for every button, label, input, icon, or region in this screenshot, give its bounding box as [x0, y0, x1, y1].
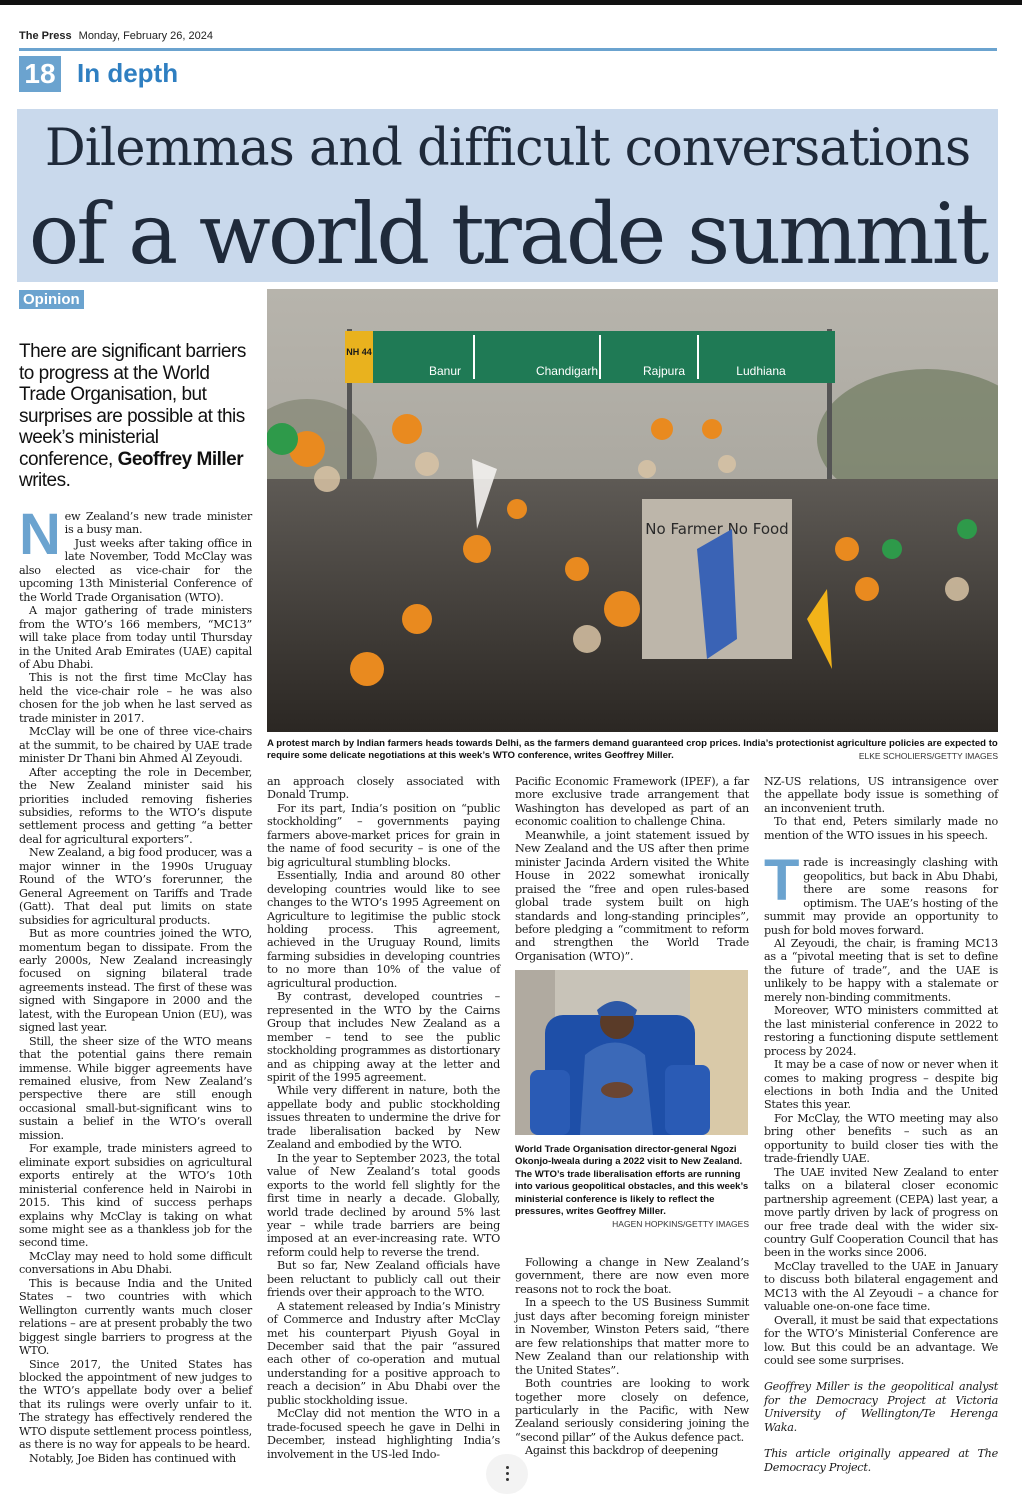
paragraph: While very different in nature, both the appellate body and public stockholding issues threaten to undermine the drive for trade liberalisation backed by New Zealand and embodied by the WTO.: [267, 1084, 500, 1152]
paragraph: In a speech to the US Business Summit just days after becoming foreign minister in November, Winston Peters said, “there are few relationships that matter more to New Zealand than our relationship with the United States”.: [515, 1296, 749, 1377]
route-label: NH 44: [346, 347, 372, 357]
paragraph: For example, trade ministers agreed to eliminate export subsidies on agricultural exports entirely at the WTO’s 10th ministerial conference held in Nairobi in 2015. This kind of success perhaps explains why McClay is taking on what some might see as a thankless job for the second time.: [19, 1142, 252, 1250]
paragraph: The UAE invited New Zealand to enter talks on a bilateral closer economic partnership agreement (CEPA) last year, a move partly driven by lack of progress on our free trade deal with the wider six-country Gulf Cooperation Council that has been in the works since 2006.: [764, 1165, 998, 1260]
paragraph: New Zealand, a big food producer, was a major winner in the 1990s Uruguay Round of the WTO’s forerunner, the General Agreement on Tariffs and Trade (Gatt). That deal put limits on state subsidies for agricultural products.: [19, 846, 252, 927]
header-rule: [19, 48, 997, 51]
standfirst-author: Geoffrey Miller: [117, 448, 244, 470]
drop-cap: N: [19, 502, 61, 567]
paragraph: After accepting the role in December, the New Zealand minister said his priorities included removing fisheries subsidies, reforms to the WTO’s dispute settlement process and getting “a better deal for agricultural exporters”.: [19, 765, 252, 846]
paragraph: Moreover, WTO ministers committed at the last ministerial conference in 2022 to restoring a functioning dispute settlement process by 2024.: [764, 1004, 998, 1058]
issue-date: Monday, February 26, 2024: [78, 30, 213, 42]
paragraph: Meanwhile, a joint statement issued by New Zealand and the US after then prime minister Jacinda Ardern visited the White House in 2022 somewhat ironically praised the “free and open rules-based global trade system built on high standards and long-standing principles”, before pledging a “commitment to reform and strengthen the World Trade Organisation (WTO)”.: [515, 828, 749, 963]
paragraph: Both countries are looking to work together more closely on defence, particularly in the Pacific, with New Zealand seriously considering joining the “second pillar” of the Aukus defence pact.: [515, 1377, 749, 1444]
paragraph: McClay travelled to the UAE in January to discuss both bilateral engagement and MC13 with the Al Zeyoudi – a chance for valuable one-on-one face time.: [764, 1259, 998, 1314]
section-break: [764, 842, 998, 856]
opinion-label: Opinion: [19, 290, 84, 309]
paragraph: Overall, it must be said that expectations for the WTO’s Ministerial Conference are low. But this could be an advantage. We could see some surprises.: [764, 1313, 998, 1368]
paragraph: ew Zealand’s new trade minister is a busy man.: [64, 510, 252, 537]
paragraph: For its part, India’s position on “public stockholding” – governments paying farmers above-market prices for grain in the name of food security – is one of the big agricultural stumbling blocks.: [267, 801, 500, 869]
paragraph: Since 2017, the United States has blocked the appointment of new judges to the WTO’s appellate body over a belief that its rulings were overly unfair to it. The strategy has effectively rendered the WTO dispute settlement process pointless, as there is no way for appeals to be heard.: [19, 1357, 252, 1452]
paragraph: McClay will be one of three vice-chairs at the summit, to be chaired by UAE trade minister Dr Thani bin Ahmed Al Zeyoudi.: [19, 725, 252, 766]
paragraph: Following a change in New Zealand’s government, there are now even more reasons not to rock the boat.: [515, 1256, 749, 1296]
section-title: In depth: [77, 58, 179, 88]
paragraph: Al Zeyoudi, the chair, is framing MC13 as a “pivotal meeting that is set to define the future of trade”, and the UAE is unlikely to be happy with a stalemate or merely non-binding commitments.: [764, 936, 998, 1004]
wall-slogan: No Farmer No Food: [645, 520, 789, 538]
body-column-3-bottom: [515, 1256, 749, 1458]
body-column-1: [19, 502, 252, 1465]
paragraph: But so far, New Zealand officials have been reluctant to publicly call out their friends over their approach to the WTO.: [267, 1259, 500, 1300]
paragraph: Pacific Economic Framework (IPEF), a far more exclusive trade arrangement that Washington has developed as part of an economic coalition to challenge China.: [515, 775, 749, 829]
paragraph: NZ-US relations, US intransigence over the appellate body issue is something of an inconvenient truth.: [764, 775, 998, 815]
paragraph: McClay did not mention the WTO in a trade-focused speech he gave in Delhi in December, instead highlighting India’s involvement in the US-led Indo-: [267, 1407, 500, 1461]
paragraph: Against this backdrop of deepening: [525, 1444, 719, 1458]
standfirst: [19, 341, 257, 492]
paragraph: Still, the sheer size of the WTO means that the potential gains there remain immense. While bigger agreements have remained elusive, from New Zealand’s perspective there are still enough occasional small-but-significant wins to sustain a belief in the WTO’s overall mission.: [19, 1034, 252, 1142]
standfirst-text: There are significant barriers to progress at the World Trade Organisation, but surprises are possible at this week’s ministerial conference,: [19, 341, 246, 470]
dot-icon: [506, 1472, 509, 1475]
paragraph: To that end, Peters similarly made no mention of the WTO issues in his speech.: [764, 815, 998, 842]
paragraph: In the year to September 2023, the total value of New Zealand’s total goods exports to the world fell slightly for the first time in nearly a decade. Globally, world trade declined by around 5% last year – while trade barriers are being imposed at an ever-increasing rate. WTO reform could help to reverse the trend.: [267, 1151, 500, 1259]
headline-box: [17, 109, 998, 282]
standfirst-tail: writes.: [19, 470, 71, 491]
sign-ludhiana: Ludhiana: [736, 364, 786, 378]
paragraph: A statement released by India’s Ministry of Commerce and Industry after McClay met his counterpart Piyush Goyal in December said that the pair “assured each other of co-operation and mutual understanding for a positive approach to reach a decision” in Abu Dhabi over the public stockholding issue.: [267, 1299, 500, 1407]
paragraph: A major gathering of trade ministers from the WTO’s 166 members, “MC13” will take place from today until Thursday in the United Arab Emirates (UAE) capital of Abu Dhabi.: [19, 604, 252, 671]
top-border: [0, 0, 1022, 5]
sign-chandigarh: Chandigarh: [535, 364, 599, 378]
dot-icon: [506, 1478, 509, 1481]
drop-cap: T: [764, 848, 800, 914]
dot-icon: [506, 1466, 509, 1469]
photo2-credit: HAGEN HOPKINS/GETTY IMAGES: [612, 1219, 749, 1230]
photo2-caption-text: World Trade Organisation director-general Ngozi Okonjo-Iweala during a 2022 visit to New Zealand. The WTO’s trade liberalisation efforts are running into various geopolitical obstacles, and this week’s ministerial conference is likely to reflect the pressures, writes Geoffrey Miller.: [515, 1144, 749, 1218]
paragraph: McClay may need to hold some difficult conversations in Abu Dhabi.: [19, 1249, 252, 1277]
paragraph: It may be a case of now or never when it comes to making progress – despite big elections in both India and the United States this year.: [764, 1058, 998, 1112]
sign-rajpura: Rajpura: [642, 364, 686, 378]
paragraph: Essentially, India and around 80 other developing countries would like to see changes to the WTO’s 1995 Agreement on Agriculture to legitimise the public stock holding process. This agreement, achieved in the Uruguay Round, limits farming subsidies in developing countries to no more than 10% of the value of agricultural production.: [267, 869, 500, 990]
page-number: 18: [19, 56, 61, 92]
director-general-photo: [515, 970, 748, 1135]
sign-banur: Banur: [428, 364, 462, 378]
paragraph: This is because India and the United States – two countries with which Wellington currently wants much closer relations – are at present probably the two biggest single barriers to progress at the WTO.: [19, 1276, 252, 1358]
paragraph: an approach closely associated with Donald Trump.: [267, 775, 500, 802]
paragraph: But as more countries joined the WTO, momentum began to dissipate. From the early 2000s, New Zealand increasingly focused on signing bilateral trade agreements instead. The first of these was signed with Singapore in 2000 and the latest, with the European Union (EU), was signed last year.: [19, 927, 252, 1035]
body-column-4: [764, 775, 998, 1474]
photo-credit: ELKE SCHOLIERS/GETTY IMAGES: [858, 751, 998, 761]
republish-note: This article originally appeared at The Democracy Project.: [764, 1447, 998, 1474]
paragraph: Notably, Joe Biden has continued with: [29, 1451, 236, 1465]
photo-caption-text: A protest march by Indian farmers heads towards Delhi, as the farmers demand guaranteed crop prices. India’s protectionist agriculture policies are expected to require some delicate negotiations at this week’s WTO conference, writes Geoffrey Miller.: [267, 738, 998, 761]
body-column-2: [267, 775, 500, 1461]
photo-caption: [267, 738, 998, 762]
body-column-3-top: [515, 775, 749, 963]
headline-line-1: Dilemmas and difficult conversations: [44, 119, 971, 178]
paper-name: The Press: [19, 30, 72, 42]
headline-line-2: of a world trade summit: [28, 185, 987, 283]
paragraph: rade is increasingly clashing with geopolitics, but back in Abu Dhabi, there are some reasons for optimism. The UAE’s hosting of the summit may provide an opportunity to push for bold moves forward.: [764, 856, 998, 937]
author-bio: Geoffrey Miller is the geopolitical analyst for the Democracy Project at Victoria University of Wellington/Te Herenga Waka.: [764, 1380, 998, 1434]
paragraph: For McClay, the WTO meeting may also bring other benefits – such as an opportunity to build closer ties with the trade-friendly UAE.: [764, 1111, 998, 1166]
protest-photo: [267, 289, 998, 732]
more-options-button[interactable]: [486, 1454, 528, 1494]
paragraph: This is not the first time McClay has held the vice-chair role – he was also chosen for the job when he last served as trade minister in 2017.: [19, 671, 252, 725]
photo2-caption: [515, 1144, 749, 1231]
paragraph: By contrast, developed countries – represented in the WTO by the Cairns Group that includes New Zealand as a member – tend to see the public stockholding programmes as distortionary and as chipping away at the letter and spirit of the 1995 agreement.: [267, 990, 500, 1084]
masthead: [19, 30, 213, 42]
paragraph: Just weeks after taking office in late November, Todd McClay was also elected as vice-chair for the upcoming 13th Ministerial Conference of the World Trade Organisation (WTO).: [19, 536, 252, 604]
body-column-4-part-2: [764, 848, 998, 1368]
